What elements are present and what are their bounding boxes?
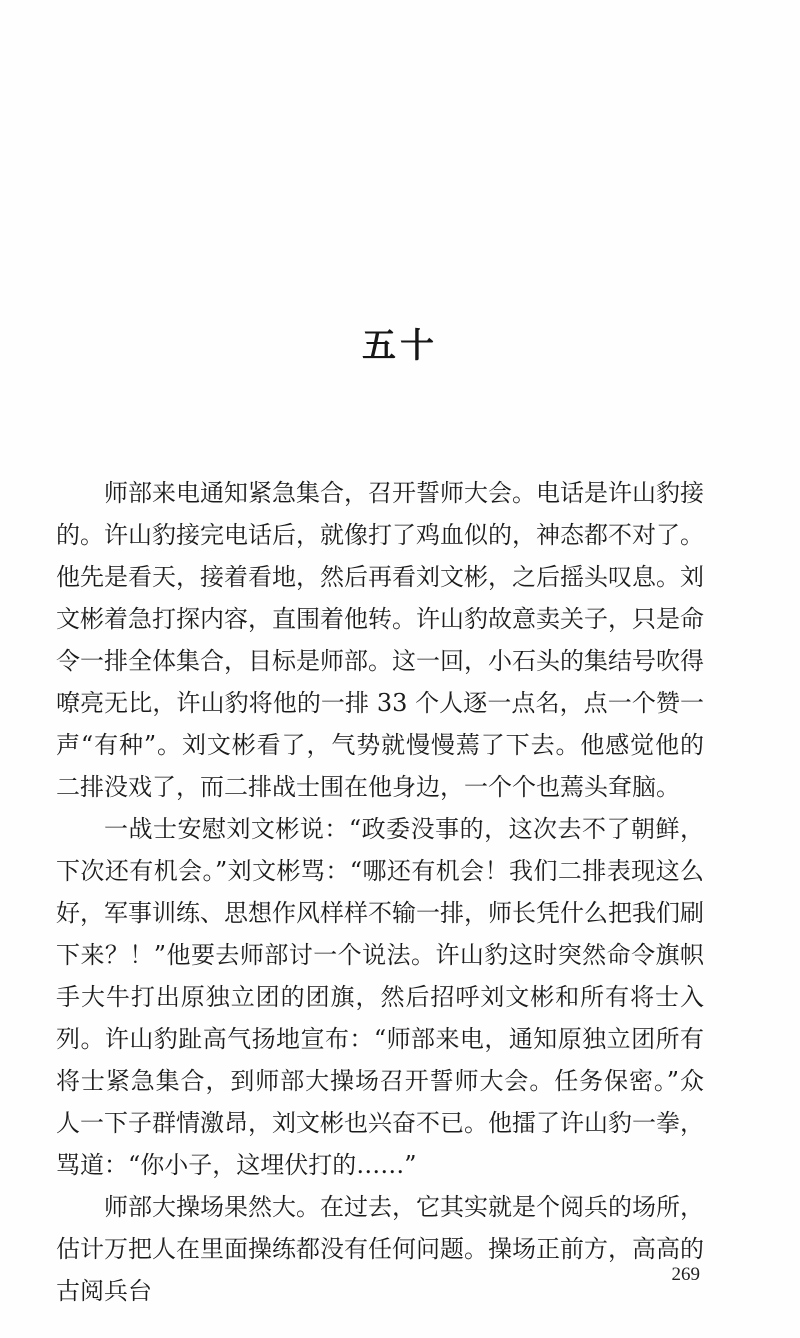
chapter-title: 五十 <box>362 325 438 366</box>
page-number: 269 <box>671 1264 700 1285</box>
paragraph-2: 一战士安慰刘文彬说：“政委没事的，这次去不了朝鲜，下次还有机会。”刘文彬骂：“哪还有机会！我们二排表现这么好，军事训练、思想作风样样不输一排，师长凭什么把我们刷下来？！”他要去师部讨一个说法。许山豹这时突然命令旗帜手大牛打出原独立团的团旗，然后招呼刘文彬和所有将士入列。许山豹趾高气扬地宣布：“师部来电，通知原独立团所有将士紧急集合，到师部大操场召开誓师大会。任务保密。”众人一下子群情激昂，刘文彬也兴奋不已。他擂了许山豹一拳，骂道：“你小子，这埋伏打的……” <box>56 815 704 1179</box>
paragraph-3: 师部大操场果然大。在过去，它其实就是个阅兵的场所，估计万把人在里面操练都没有任何问题。操场正前方，高高的古阅兵台 <box>56 1193 704 1305</box>
paragraph-1: 师部来电通知紧急集合，召开誓师大会。电话是许山豹接的。许山豹接完电话后，就像打了鸡血似的，神态都不对了。他先是看天，接着看地，然后再看刘文彬，之后摇头叹息。刘文彬着急打探内容，直围着他转。许山豹故意卖关子，只是命令一排全体集合，目标是师部。这一回，小石头的集结号吹得嘹亮无比，许山豹将他的一排 33 个人逐一点名，点一个赞一声“有种”。刘文彬看了，气势就慢慢蔫了下去。他感觉他的二排没戏了，而二排战士围在他身边，一个个也蔫头耷脑。 <box>56 479 704 801</box>
chapter-body <box>56 472 704 1312</box>
